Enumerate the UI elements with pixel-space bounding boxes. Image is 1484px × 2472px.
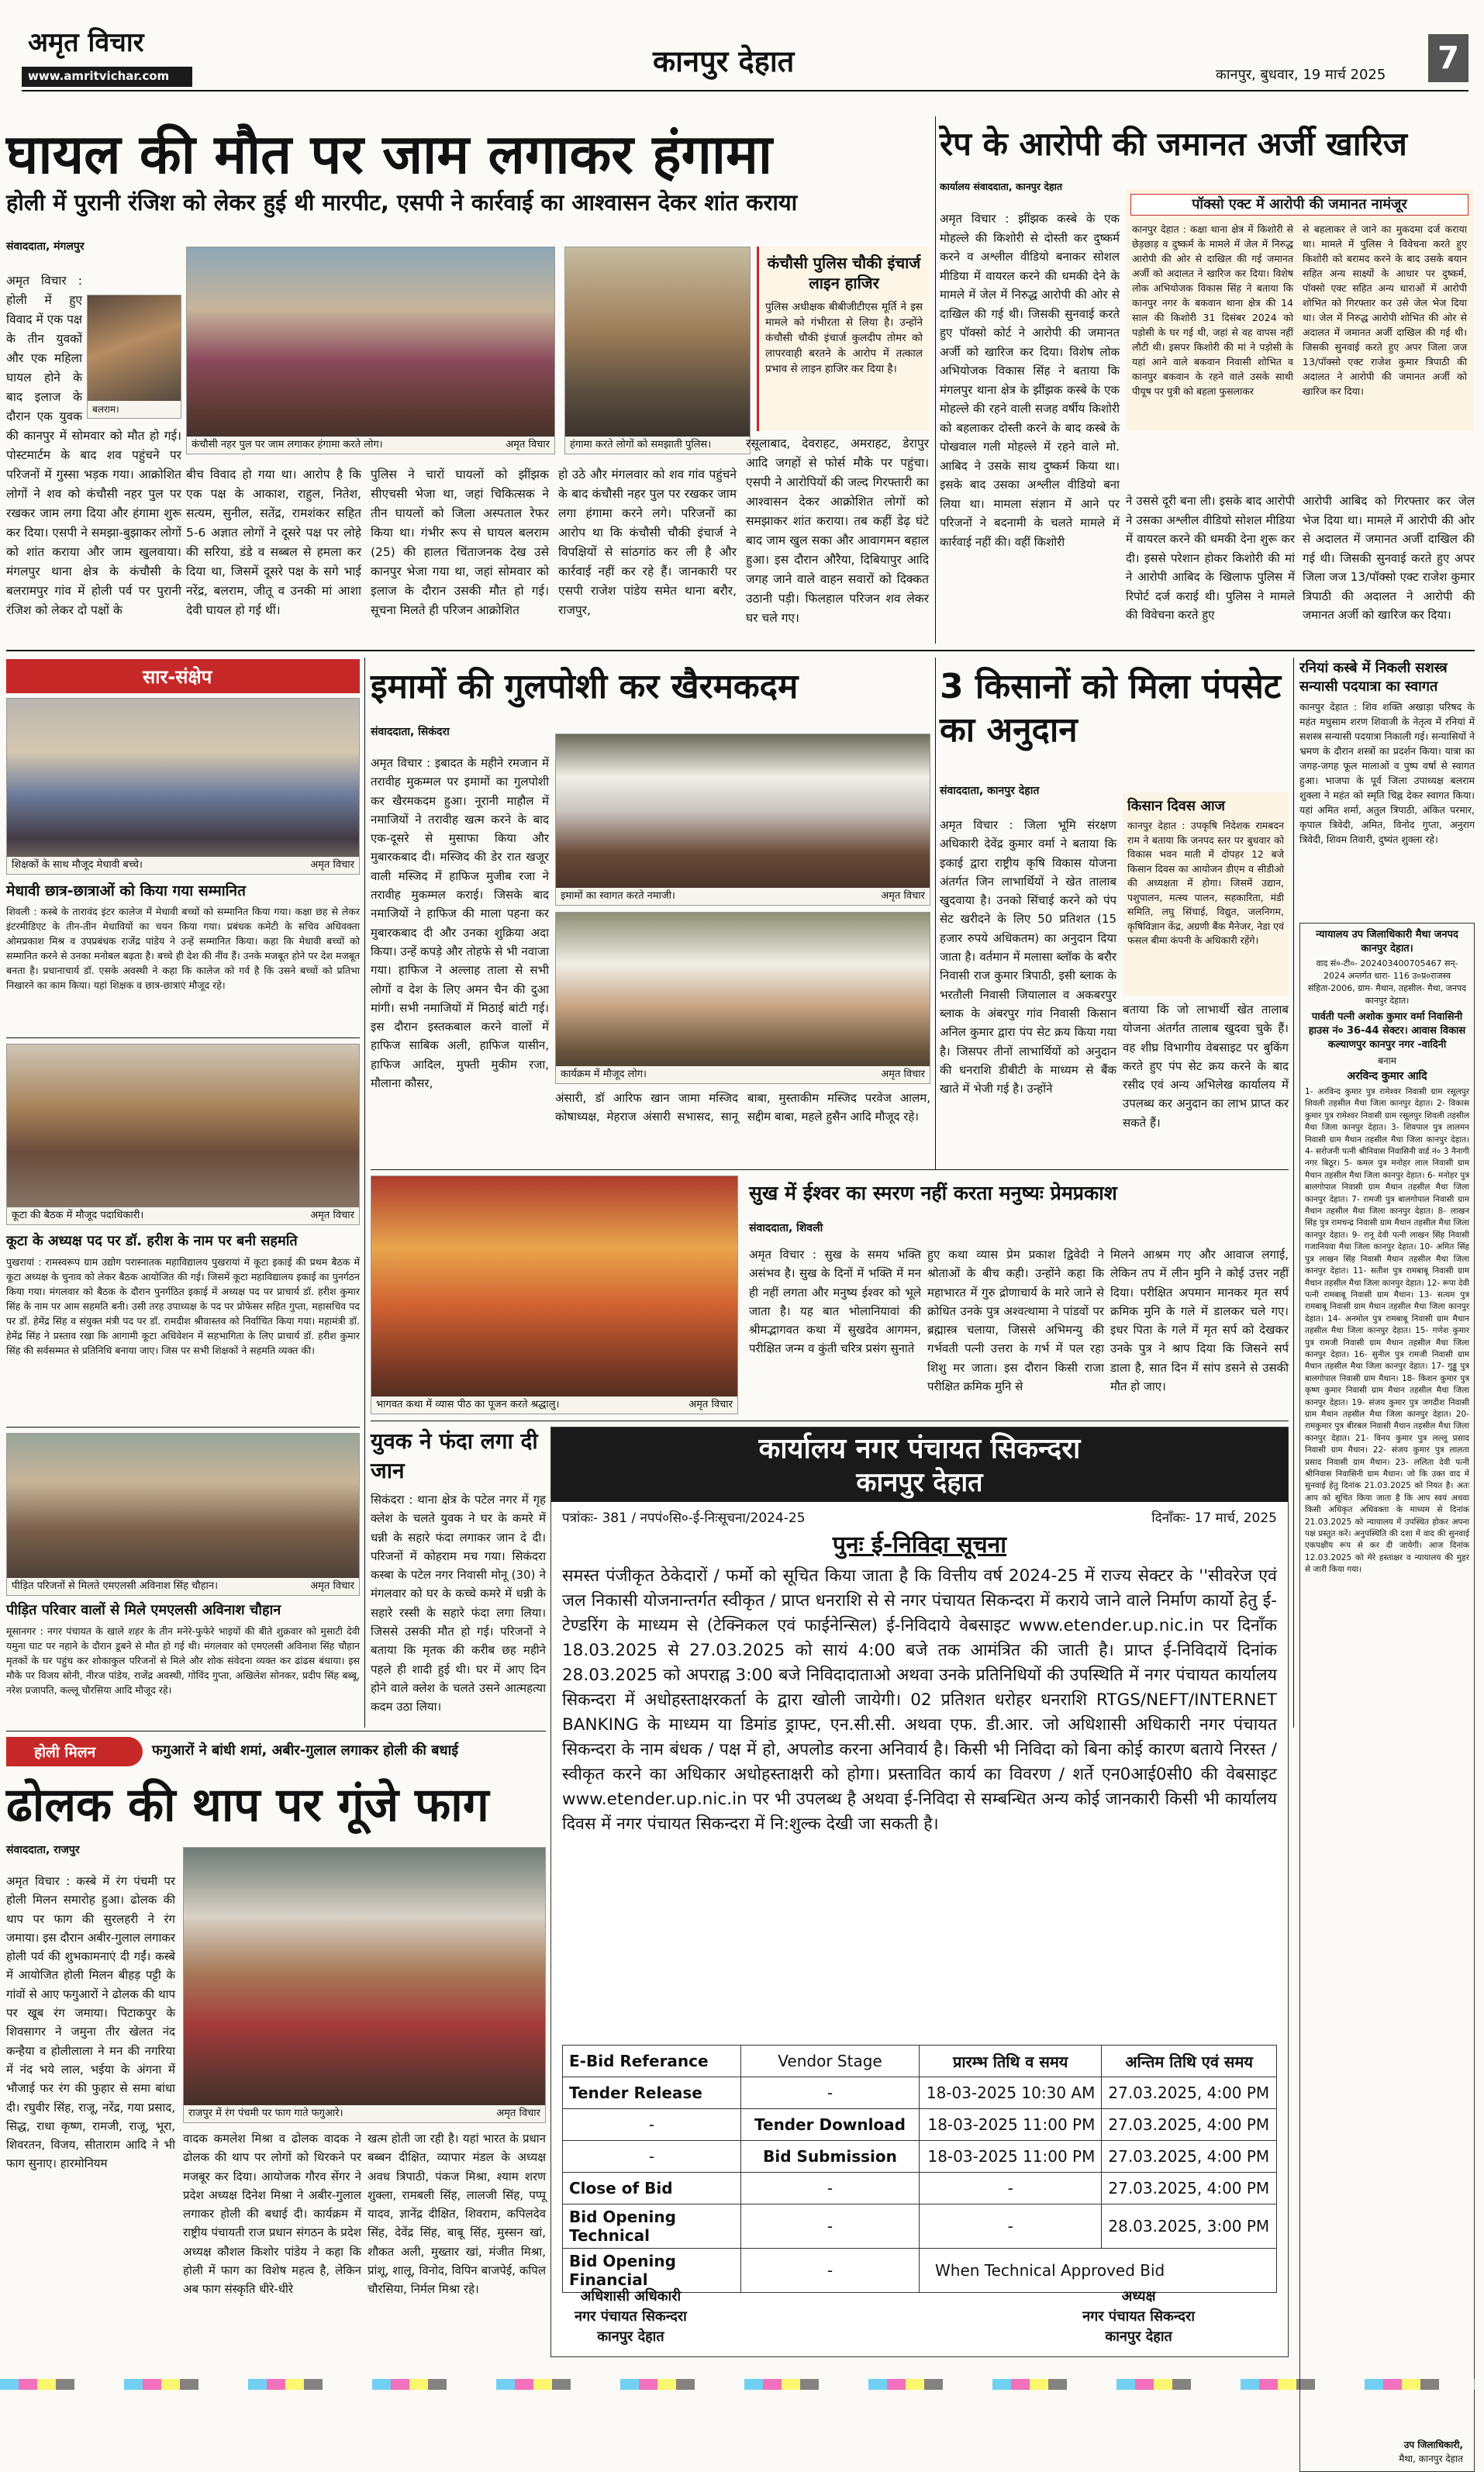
holi-photo-caption: राजपुर में रंग पंचमी पर फाग गाते फगुआरे। xyxy=(188,2108,343,2119)
saar-body-2: पुखरायां : रामस्वरूप ग्राम उद्योग परास्नातक महाविद्यालय पुखरायां में कूटा इकाई की प्रथम बैठक में कूटा अध्यक्ष के चुनाव को लेकर बैठक आयोजित की गई। जिसमें कूटा महाविद्यालय इकाई का पुनर्गठन किया गया। मंगलवार को बैठक के दौरान पुनर्गठित इकाई में अध्यक्ष पद पर प्राचार्य डॉ. हरीश कुमार सिंह के नाम पर आम सहमति बनी। उसी तरह उपाध्यक्ष के पद पर प्रोफेसर सहित गुप्ता, महासचिव पद पर डॉ. हेमेंद्र सिंह व संयुक्त मंत्री पद पर डॉ. रामदीश श्रीवास्तव को निर्वाचित किया गया। महामंत्री डॉ. हेमेंद्र सिंह ने प्रस्ताव रखा कि आगामी कूटा अधिवेशन में सहभागिता के लिए प्राचार्य डॉ. हरीश कुमार सिंह की सर्वसम्मत से प्रतिनिधि बनाया जाए। जिस पर सभी शिक्षकों ने सहमति व्यक्त की। xyxy=(6,1256,360,1356)
tender-table-wrap xyxy=(551,2040,1288,2293)
farmers-headline: 3 किसानों को मिला पंपसेट का अनुदान xyxy=(940,667,1282,750)
court-body: 1- अरविन्द कुमार पुत्र रामेश्वर निवासी ग्राम रसूलपुर शिवली तहसील मैथा जिला कानपुर देहात। 2- विकास कुमार पुत्र रामेश्वर निवासी ग्राम रसूलपुर शिवली तहसील मैथा जिला कानपुर देहात। 3- शिवपाल पुत्र लालमन निवासी ग्राम मैथान तहसील मैथा जिला कानपुर देहात। 4- सरोजनी पत्नी श्रीनिवास निवासिनी वार्ड नं० 3 नैनागी नगर बिठूर। 5- कमल पुत्र मनोहर लाल निवासी ग्राम मैथान तहसील मैथा जिला कानपुर देहात। 6- मनोहर पुत्र बालगोपाल निवासी ग्राम मैथान तहसील मैथा जिला कानपुर देहात। 7- रामजी पुत्र बालगोपाल निवासी ग्राम मैथान तहसील मैथा जिला कानपुर देहात। 8- लाखन सिंह पुत्र रामचन्द्र निवासी ग्राम मैथान तहसील मैथा जिला कानपुर देहात। 9- रानू देवी पत्नी लाखन सिंह निवासी गजानियवा मैथा जिला कानपुर देहात। 10- अमित सिंह पुत्र लाखन सिंह निवासी मैथान तहसील मैथा जिला कानपुर देहात। 11- सतीश पुत्र रामबाबू निवासी ग्राम मैथान तहसील मैथा जिला कानपुर देहात। 12- रूपा देवी पत्नी रामबाबू निवासी ग्राम मैथान। 13- सत्यम पुत्र रामबाबू निवासी ग्राम मैथान तहसील मैथा जिला कानपुर देहात। 14- अनमोल पुत्र रामबाबू निवासी ग्राम मैथान तहसील मैथा जिला कानपुर देहात। 15- गणेश कुमार पुत्र रामजी निवासी ग्राम मैथान तहसील मैथा जिला कानपुर देहात। 16- सुनील पुत्र रामजी निवासी ग्राम मैथान तहसील मैथा जिला कानपुर देहात। 17- गुड्डू पुत्र बालगोपाल निवासी ग्राम मैथान। 18- किशन कुमार पुत्र कृष्ण कुमार निवासी ग्राम मैथान तहसील मैथा जिला कानपुर देहात। 19- संजय कुमार पुत्र जगदीश निवासी ग्राम मैथान तहसील मैथा जिला कानपुर देहात। 20- रामकुमार पुत्र बीरबल निवासी मैथान तहसील मैथा जिला कानपुर देहात। 21- विनय कुमार पुत्र लल्लू प्रसाद निवासी ग्राम मैथान। 22- संजय कुमार पुत्र लालता प्रसाद निवासी ग्राम मैथान। 23- ललिता देवी पत्नी श्रीनिवास निवासिनी ग्राम मैथान। जो कि उक्त वाद में सुनवाई हेतु दिनांक 21.03.2025 को नियत है। अतः आप को सूचित किया जाता है कि आप स्वयं अथवा किसी अधिकृत अधिवक्ता के माध्यम से दिनांक 21.03.2025 को न्यायालय में उपस्थित होकर अपना पक्ष प्रस्तुत करें। अनुपस्थिति की दशा में वाद की सुनवाई एकपक्षीय रूप से कर दी जायेगी। आज दिनांक 12.03.2025 को मेरे हस्ताक्षर व न्यायालय की मुहर से जारी किया गया। xyxy=(1305,1087,1469,1575)
court-heading: न्यायालय उप जिलाधिकारी मैथा जनपद कानपुर देहात। xyxy=(1316,929,1458,955)
farmers-byline: संवाददाता, कानपुर देहात xyxy=(940,785,1040,797)
lead-photo-protest xyxy=(186,247,555,454)
bhagwat-col1: अमृत विचार : सुख के समय भक्ति असंभव है। सुख के दिनों में भक्ति में मन ही नहीं लगता और मनुष्य ईश्वर को भूले जाता है। यह बात भोलानियावां की श्रीमद्भागवत कथा में सुखदेव आगमन, परीक्षित जन्म व कुंती चरित्र प्रसंग सुनाते xyxy=(749,1248,921,1356)
table-cell: 27.03.2025, 4:00 PM xyxy=(1102,2077,1277,2109)
rape-col1: अमृत विचार : झींझक कस्बे के एक मोहल्ले की किशोरी से दोस्ती कर दुष्कर्म करने व अश्लील वीडियो बनाकर सोशल मीडिया में वायरल करने की धमकी देने के मामले में जेल में निरुद्ध आरोपी की ओर से दाखिल की गई थी। जिसकी सुनवाई करते हुए पॉक्सो कोर्ट ने आरोपी की जमानत अर्जी को खारिज कर दिया। विशेष लोक अभियोजक विकास सिंह ने बताया कि मंगलपुर थाना क्षेत्र के झींझक कस्बे के एक मोहल्ले की रहने वाली सजह वर्षीय किशोरी को बहलाकर दोस्ती करने के बाद कस्बे के पोखवाल गली मोहल्ले में रहने वाले मो. आबिद ने उसके साथ दुष्कर्म किया था। इसके बाद उसका अश्लील वीडियो बना लिया था। मामला संज्ञान में आने पर परिजनों ने बदनामी के चलते मामले में कार्रवाई नहीं की। वहीं किशोरी xyxy=(940,212,1120,549)
tender-sign-left-3: कानपुर देहात xyxy=(597,2329,664,2345)
saar-photo-mlc xyxy=(6,1433,360,1596)
saar-body-1: शिवली : कस्बे के तारावंद इंटर कालेज में मेधावी बच्चों को सम्मानित किया गया। कक्षा छह से लेकर इंटरमीडिएट के तीन-तीन मेधावियों का चयन किया गया। प्रबंधक कमेटी के सचिव अधिवक्ता ओमप्रकाश मिश्र व उपप्रबंधक राजेंद्र पांडेय ने उन्हें सम्मानित किया। कहा कि मेधावी बच्चों को सम्मानित करने से उनका मनोबल बढ़ता है। बच्चे ही देश की नींव हैं। उनके मजबूत होने पर देश मजबूत बनता है। प्रधानाचार्य डॉ. एसके अवस्थी ने कहा कि कालेज को गर्व है कि उसने बच्चों को प्रतिभा निखारने का काम किया। यहां शिक्षक व छात्र-छात्राएं मौजूद रहे। xyxy=(6,906,360,991)
table-cell: Bid Submission xyxy=(741,2141,920,2173)
lead-col2: बीच विवाद हो गया था। आरोप है कि एक पक्ष के आकाश, राहुल, नितेश, सत्यम, सुनील, सतेंद्र, रामशंकर सहित 5-6 अज्ञात लोगों ने दूसरे पक्ष पर लोहे की सरिया, डंडे व सब्बल से हमला कर दिया था, जिसमें दूसरे पक्ष के सगे भाई नरेंद्र, बलराम, जीतू व उनकी मां आशा देवी घायल हो गई थीं। xyxy=(186,468,361,617)
tender-sign-right xyxy=(1082,2287,1195,2347)
lead-photo2-caption: हंगामा करते लोगों को समझाती पुलिस। xyxy=(570,439,712,451)
brand-logo: अमृत विचार xyxy=(28,27,144,58)
tender-ref: पत्रांकः- 381 / नपपं०सि०-ई-निःसूचना/2024-25 xyxy=(562,1510,806,1526)
holi-label: होली मिलन xyxy=(34,1744,96,1761)
table-row xyxy=(563,2249,1277,2293)
table-cell: - xyxy=(741,2249,920,2293)
table-header: E-Bid Referance xyxy=(563,2046,741,2077)
court-versus: बनाम xyxy=(1378,1055,1396,1066)
holi-col1: अमृत विचार : कस्बे में रंग पंचमी पर होली मिलन समारोह हुआ। ढोलक की थाप पर फाग की सुरलहरी ने रंग जमाया। इस दौरान अबीर-गुलाल लगाकर होली पर्व की शुभकामनाएं दी गईं। कस्बे में आयोजित होली मिलन बीहड़ पट्टी के गांवों से आए फगुआरों ने ढोलक की थाप पर खूब रंग जमाया। पिटाकपुर के शिवसागर ने जमुना तीर खेलत नंद कन्हैया व होलीलाला ने मन की नगरिया में नंद भये लाल, भईया के अंगना में भौजाई फर रंग की फुहार से समा बांधा दी। रघुवीर सिंह, राजू, नरेंद्र, गया प्रसाद, सिद्ध, राधा कृष्ण, रामजी, राजू, भूरा, शिवरतन, विजय, सीताराम आदि ने भी फाग सुनाए। हारमोनियम xyxy=(6,1874,175,2171)
registration-strip xyxy=(0,2379,1484,2390)
tender-date: दिनाँकः- 17 मार्च, 2025 xyxy=(1151,1510,1277,1526)
imams-photo1-caption: इमामों का स्वागत करते नमाजी। xyxy=(561,890,675,902)
saar-photo2-caption: कूटा की बैठक में मौजूद पदाधिकारी। xyxy=(12,1210,144,1221)
table-cell: 18-03-2025 10:30 AM xyxy=(920,2077,1102,2109)
table-cell: Tender Download xyxy=(741,2109,920,2141)
saar-photo3-caption: पीड़ित परिजनों से मिलते एमएलसी अविनाश सिंह चौहान। xyxy=(12,1580,219,1592)
saar-headline-2: कूटा के अध्यक्ष पद पर डॉ. हरीश के नाम पर बनी सहमति xyxy=(6,1233,298,1249)
lead-headline: घायल की मौत पर जाम लगाकर हंगामा xyxy=(6,122,772,186)
tender-schedule-table xyxy=(562,2045,1277,2293)
tender-office-2: कानपुर देहात xyxy=(856,1467,983,1498)
table-row xyxy=(563,2109,1277,2141)
bhagwat-col2: हुए कथा व्यास प्रेम प्रकाश द्विवेदी ने श्रोताओं के बीच कही। उन्होंने कहा कि महाभारत में गुरु द्रोणाचार्य के मारे जाने से क्रोधित उनके पुत्र अश्वत्थामा ने पांडवों पर ब्रह्मास्त्र चलाया, जिससे अभिमन्यु की गर्भवती पत्नी उत्तरा के गर्भ में पल रहा शिशु मर जाता। इस दौरान किसी राजा परीक्षित क्रमिक मुनि से xyxy=(927,1248,1104,1394)
lead-col1-text: अमृत विचार : होली में हुए विवाद में एक पक्ष के तीन युवकों और एक महिला घायल होने के बाद इलाज के दौरान एक युवक की कानपुर में सोमवार को मौत हो गई। पोस्टमार्टम के बाद शव पहुंचने पर परिजनों में गुस्सा भड़क गया। आक्रोशित लोगों ने शव को कंचौसी नहर पुल पर रखकर जाम लगा दिया और हंगामा शुरू कर दिया। एसपी ने समझा-बुझाकर लोगों को शांत कराया और जाम खुलवाया। मंगलपुर थाना क्षेत्र के कंचौसी के बलरामपुर गांव में होली पर्व पर पुरानी रंजिश को लेकर दो पक्षों के xyxy=(6,274,181,617)
rape-headline: रेप के आरोपी की जमानत अर्जी खारिज xyxy=(940,125,1407,163)
table-cell: - xyxy=(563,2109,741,2141)
saar-photo1-credit: अमृत विचार xyxy=(310,859,354,871)
table-cell: - xyxy=(741,2077,920,2109)
kanchausi-box xyxy=(757,247,929,431)
lead-inset-photo xyxy=(87,295,181,419)
holi-col3: खत्म होती जा रही है। यहां भारत के प्रधान बब्बन दीक्षित, व्यापार मंडल के अध्यक्ष अवध त्रिपाठी, पंकज मिश्रा, श्याम शरण शुक्ला, रामबली सिंह, लालजी सिंह, पप्पू यादव, ज्ञानेंद्र दीक्षित, शिवराम, कपिलदेव सिंह, देवेंद्र सिंह, बाबू सिंह, मुस्सन खां, शौकत अली, मुख्तार खां, मंजीत मिश्रा, प्रांशू, शालू, विनोद, विपिन बाजपेई, कपिल चौरसिया, निर्मल मिश्रा रहे। xyxy=(368,2132,546,2297)
tender-sign-left-2: नगर पंचायत सिकन्दरा xyxy=(575,2308,687,2325)
tender-sign-left xyxy=(575,2287,687,2347)
pocso-box xyxy=(1126,189,1473,431)
table-cell: - xyxy=(920,2173,1102,2204)
saar-headline-1: मेधावी छात्र-छात्राओं को किया गया सम्मानित xyxy=(6,882,246,899)
pocso-box-col2: से बहलाकर ले जाने का मुकदमा दर्ज कराया था। मामले में पुलिस ने विवेचना करते हुए किशोरी को बरामद करने के बाद उसके बयान सहित अन्य साक्ष्यों के आधार पर दुष्कर्म, पॉक्सो एक्ट सहित अन्य धाराओं में आरोपी शोभित को गिरफ्तार कर उसे जेल भेज दिया था। जेल में निरुद्ध आरोपी शोभित की ओर से अदालत में जमानत अर्जी दाखिल की गई थी। जिसकी सुनवाई करते हुए अपर जिला जज 13/पॉक्सो एक्ट राजेश कुमार त्रिपाठी की अदालत ने आरोपी की जमानत अर्जी को खारिज कर दिया। xyxy=(1303,223,1467,397)
raniyan-headline: रनियां कस्बे में निकली सशस्त्र सन्यासी पदयात्रा का स्वागत xyxy=(1299,660,1448,695)
table-cell: Bid Opening Financial xyxy=(563,2249,741,2293)
table-cell: - xyxy=(741,2204,920,2249)
table-cell: - xyxy=(920,2204,1102,2249)
bhagwat-col3: मिलने आश्रम गए और आवाज लगाई, लेकिन तप में लीन मुनि ने कोई उत्तर नहीं दिया। परीक्षित अपमान मानकर मृत सर्प क्रमिक मुनि के गले में डालकर चले गए। इधर पिता के गले में मृत सर्प को देखकर उनके पुत्र ने श्राप दिया कि जिसने सर्प डाला है, सात दिन में सांप डसने से उसकी मौत हो जाए। xyxy=(1110,1248,1289,1394)
table-header: Vendor Stage xyxy=(741,2046,920,2077)
table-header: प्रारम्भ तिथि व समय xyxy=(920,2046,1102,2077)
bhagwat-headline: सुख में ईश्वर का स्मरण नहीं करता मनुष्यः प्रेमप्रकाश xyxy=(749,1182,1117,1204)
column-rule xyxy=(935,116,936,644)
imams-col2: अंसारी, डॉ आरिफ खान जामा मस्जिद कोषाध्यक्ष, मेहराज अंसारी सभासद, सानू बाबा, मुस्ताकीम मस्जिद परवेज आलम, सद्दीम बाबा, महले हुसैन आदि मौजूद रहे। xyxy=(555,1091,930,1124)
court-sign-2: मैथा, कानपुर देहात xyxy=(1399,2453,1463,2464)
farmers-col1: अमृत विचार : जिला भूमि संरक्षण अधिकारी देवेंद्र कुमार वर्मा ने बताया कि इकाई द्वारा राष्ट्रीय कृषि विकास योजना अंतर्गत जिन लाभार्थियों ने खेत तालाब खुदवाया है। उनको सिंचाई करने को पंप सेट खरीदने के लिए 50 प्रतिशत (15 हजार रुपये अधिकतम) का अनुदान दिया जाता है। वर्तमान में मलासा ब्लॉक के बरौर निवासी राज कुमार त्रिपाठी, इसी ब्लाक के भरतौली निवासी जियालाल व अकबरपुर ब्लाक के अंबरपुर गांव निवासी किसान अनिल कुमार द्वारा पंप सेट क्रय किया गया है। जिसपर तीनों लाभार्थियों को अनुदान की धनराशि डीबीटी के माध्यम से बैंक खाते में भेजी गई है। उन्होंने xyxy=(940,818,1116,1096)
rape-byline: कार्यालय संवाददाता, कानपुर देहात xyxy=(940,181,1062,192)
table-row xyxy=(563,2204,1277,2249)
table-cell: Close of Bid xyxy=(563,2173,741,2204)
tender-office-1: कार्यालय नगर पंचायत सिकन्दरा xyxy=(758,1433,1081,1465)
lead-col3: पुलिस ने चारों घायलों को झींझक सीएचसी भेजा था, जहां चिकित्सक ने तीन घायलों को जिला अस्पताल रेफर किया था। गंभीर रूप से घायल बलराम (25) की हालत चिंताजनक देख उसे कानपुर भेजा गया था, जहां सोमवार को इलाज के दौरान उसकी मौत हो गई। सूचना मिलते ही परिजन आक्रोशित xyxy=(371,468,549,617)
table-cell: 28.03.2025, 3:00 PM xyxy=(1102,2204,1277,2249)
tender-notice xyxy=(550,1427,1289,2357)
saar-photo1-caption: शिक्षकों के साथ मौजूद मेधावी बच्चे। xyxy=(12,859,143,871)
tender-body: समस्त पंजीकृत ठेकेदारों / फर्मो को सूचित किया जाता है कि वित्तीय वर्ष 2024-25 में राज्य सेक्टर के ''सीवरेज एवं जल निकासी योजनान्तर्गत स्वीकृत / प्राप्त धनराशि से से नगर पंचायत सिकन्दरा में कराये जाने वाले निर्माण कार्यो हेतु ई-टेण्डरिंग के माध्यम से (टेक्निकल एवं फाईनेन्सिल) ई-निविदाये वेबसाइट www.etender.up.nic.in पर दिनाँक 18.03.2025 से 27.03.2025 को सायं 4:00 बजे तक आमंत्रित की जाती है। प्राप्त ई-निविदायें दिनांक 28.03.2025 को अपराह्न 3:00 बजे निविदादाताओ अथवा उनके प्रतिनिधियों की उपस्थिति में नगर पंचायत कार्यालय सिकन्दरा में अधोहस्ताक्षरकर्ता के द्वारा खोली जायेगी। 02 प्रतिशत धरोहर धनराशि RTGS/NEFT/INTERNET BANKING के माध्यम या डिमांड ड्राफ्ट, एन.सी.सी. अथवा एफ. डी.आर. जो अधिशासी अधिकारी नगर पंचायत सिकन्दरा के नाम बंधक / पक्ष में हो, अपलोड करना अनिवार्य है। किसी भी निविदा को बिना कोई कारण बताये निरस्त / स्वीकृत करने का अधिकार अधोहस्ताक्षरी को होगा। प्रस्तावित कार्य का विवरण / शर्ते एन0आई0सी0 की वेबसाइट www.etender.up.nic.in पर भी उपलब्ध है अथवा ई-निविदा से सम्बन्धित अन्य कोई जानकारी किसी भी कार्यालय दिवस में नगर पंचायत सिकन्दरा में नि:शुल्क देखी जा सकती है। xyxy=(562,1566,1277,1834)
lead-inset-caption: बलराम। xyxy=(88,401,181,418)
bhagwat-byline: संवाददाता, शिवली xyxy=(749,1222,823,1234)
raniyan-body: कानपुर देहात : शिव शक्ति अखाड़ा परिषद के महंत मधुसाम शरण शिवाजी के नेतृत्व में रनियां में सशस्त्र सन्यासी पदयात्रा निकाली गई। सन्यासियों ने भ्रमण के दौरान शस्त्रों का प्रदर्शन किया। यात्रा का जगह-जगह फूल मालाओं व पुष्प वर्षा से स्वागत हुआ। भाजपा के पूर्व जिला उपाध्यक्ष बलराम शुक्ला ने महंत को स्मृति चिह्न देकर स्वागत किया। यहां अमित शर्मा, अतुल त्रिपाठी, अंकित परमार, कृपाल त्रिवेदी, अमित, विनोद गुप्ता, अनुराग त्रिवेदी, शिवम तिवारी, दुष्यंत शुक्ला रहे। xyxy=(1299,701,1475,845)
saar-right-rule xyxy=(364,658,365,1728)
table-cell: 18-03-2025 11:00 PM xyxy=(920,2109,1102,2141)
tender-title: पुनः ई-निविदा सूचना xyxy=(832,1531,1007,1559)
kisan-divas-title: किसान दिवस आज xyxy=(1127,798,1225,814)
holi-photo xyxy=(183,1847,546,2123)
holi-headline: ढोलक की थाप पर गूंजे फाग xyxy=(6,1778,489,1832)
table-cell: When Technical Approved Bid xyxy=(920,2249,1277,2293)
holi-label-bar xyxy=(6,1737,143,1766)
masthead xyxy=(0,0,1484,91)
table-cell: Tender Release xyxy=(563,2077,741,2109)
court-sign-1: उप जिलाधिकारी, xyxy=(1403,2439,1463,2450)
kanchausi-box-body: पुलिस अधीक्षक बीबीजीटीएस मूर्ति ने इस मामले को गंभीरता से लिया है। उन्होंने कंचौसी चौकी इंचार्ज कुलदीप तोमर को लापरवाही बरतने के आरोप में तत्काल प्रभाव से लाइन हाजिर कर दिया है। xyxy=(765,301,923,375)
lead-photo1-credit: अमृत विचार xyxy=(506,439,550,451)
table-header-row xyxy=(563,2046,1277,2077)
table-cell: Bid Opening Technical xyxy=(563,2204,741,2249)
kisan-divas-box xyxy=(1123,792,1289,996)
saar-photo-students xyxy=(6,698,360,875)
website-link[interactable]: www.amritvichar.com xyxy=(28,69,170,83)
saar-title: सार-संक्षेप xyxy=(143,666,212,688)
tender-sign-right-2: नगर पंचायत सिकन्दरा xyxy=(1082,2308,1195,2325)
saar-photo2-credit: अमृत विचार xyxy=(310,1210,354,1221)
lead-photo1-caption: कंचौसी नहर पुल पर जाम लगाकर हंगामा करते लोग। xyxy=(192,439,383,451)
suicide-body: सिकंदरा : थाना क्षेत्र के पटेल नगर में गृह क्लेश के चलते युवक ने घर के कमरे में धन्नी के सहारे फंदा लगाकर जान दे दी। परिजनों में कोहराम मच गया। सिकंदरा कस्बा के पटेल नगर निवासी मोनू (30) ने मंगलवार को घर के कच्चे कमरे में धन्नी के सहारे रस्सी के सहारे फंदा लगा लिया। जिससे उसकी मौत हो गई। परिजनों ने बताया कि मृतक की करीब छह महीने पहले ही शादी हुई थी। घर में आए दिन होने वाले क्लेश के चलते उसने आत्महत्या कदम उठा लिया। xyxy=(371,1493,546,1714)
table-row xyxy=(563,2173,1277,2204)
saar-body-3: मूसानगर : नगर पंचायत के खाले शहर के तीन मनेरे-फुफेरे भाइयों की बीते शुक्रवार को मुसाटी देवी यमुना घाट पर नहाने के दौरान डूबने से मौत हो गई थी। मंगलवार को एमएलसी अविनाश सिंह चौहान मृतकों के घर पहुंच कर शोकाकुल परिजनों से मिले और शोक संवेदना व्यक्त कर ढांढस बंधाया। इस मौके पर विजय सोनी, नीरज पांडेय, राजेंद्र अवस्थी, गोविंद गुप्ता, अखिलेश सोनकर, प्रदीप सिंह बब्बू, नरेश प्रजापति, कल्लू चौरसिया आदि मौजूद रहे। xyxy=(6,1625,360,1696)
court-party1: पार्वती पत्नी अशोक कुमार वर्मा निवासिनी हाउस नं० 36-44 सेक्टर। आवास विकास कल्याणपुर कानपुर नगर -वादिनी xyxy=(1308,1011,1466,1051)
farmers-col2: बताया कि जो लाभार्थी खेत तालाब योजना अंतर्गत तालाब खुदवा चुके हैं। वह शीघ्र विभागीय वेबसाइट पर बुकिंग करते हुए पंप सेट क्रय करने के बाद रसीद एवं अन्य अभिलेख कार्यालय में उपलब्ध कर अनुदान का लाभ प्राप्त कर सकते हैं। xyxy=(1123,1003,1289,1130)
imams-byline: संवाददाता, सिकंदरा xyxy=(371,726,450,738)
lead-photo-police xyxy=(564,247,751,454)
kanchausi-box-title: कंचौसी पुलिस चौकी इंचार्ज लाइन हाजिर xyxy=(767,254,921,292)
court-notice xyxy=(1299,923,1475,2472)
lead-col1-top xyxy=(6,271,181,644)
table-row xyxy=(563,2077,1277,2109)
suicide-headline: युवक ने फंदा लगा दी जान xyxy=(371,1428,538,1483)
holi-col2: वादक कमलेश मिश्रा व ढोलक वादक ने ढोलक की थाप पर लोगों को थिरकने पर मजबूर कर दिया। आयोजक गौरव सेंगर ने प्रदेश अध्यक्ष दिनेश मिश्रा ने अबीर-गुलाल लगाकर होली की बधाई दी। कार्यक्रम में राष्ट्रीय पंचायती राज प्रधान संगठन के प्रदेश अध्यक्ष कौशल किशोर पांडेय ने कहा कि होली में फाग का विशेष महत्व है, लेकिन अब फाग संस्कृति धीरे-धीरे xyxy=(183,2132,361,2297)
imams-photo2-caption: कार्यक्रम में मौजूद लोग। xyxy=(561,1069,647,1080)
saar-headline-3: पीड़ित परिवार वालों से मिले एमएलसी अविनाश चौहान xyxy=(6,1602,281,1618)
kisan-divas-body: कानपुर देहात : उपकृषि निदेशक रामबदन राम ने बताया कि जनपद स्तर पर बुधवार को विकास भवन माती में दोपहर 12 बजे किसान दिवस का आयोजन डीएम व सीडीओ की अध्यक्षता में होगा। जिसमें उद्यान, पशुपालन, मत्स्य पालन, सहकारिता, मंडी समिति, लघु सिंचाई, विद्युत, जलनिगम, कृषिविज्ञान केंद्र, अग्रणी बैंक मैनेजर, नेडा एवं फसल बीमा कंपनी के अधिकारी रहेंगे। xyxy=(1127,820,1284,946)
court-party2: अरविन्द कुमार आदि xyxy=(1347,1070,1427,1082)
issue-date: कानपुर, बुधवार, 19 मार्च 2025 xyxy=(1216,67,1386,83)
bhagwat-photo xyxy=(371,1176,738,1414)
rape-col3: आरोपी आबिद को गिरफ्तार कर जेल भेज दिया था। मामले में आरोपी की ओर से अदालत में जमानत अर्जी दाखिल की गई थी। जिसकी सुनवाई करते हुए अपर जिला जज 13/पॉक्सो एक्ट राजेश कुमार त्रिपाठी की अदालत ने आरोपी की जमानत अर्जी को खारिज कर दिया। xyxy=(1303,494,1475,622)
section-name: कानपुर देहात xyxy=(653,44,795,78)
holi-byline: संवाददाता, राजपुर xyxy=(6,1844,80,1856)
imams-photo2-credit: अमृत विचार xyxy=(881,1069,925,1080)
table-cell: 27.03.2025, 4:00 PM xyxy=(1102,2141,1277,2173)
tender-sign-right-3: कानपुर देहात xyxy=(1105,2329,1172,2345)
page-number: 7 xyxy=(1428,34,1468,82)
masthead-rule xyxy=(22,90,1468,91)
holi-strap: फगुआरों ने बांधी शमां, अबीर-गुलाल लगाकर होली की बधाई xyxy=(152,1742,459,1759)
court-case: वाद सं०-टी०- 202403400705467 सन्- 2024 अन्तर्गत धारा- 116 उ०प्र०राजस्व संहिता-2006, ग्राम- मैथान, तहसील- मैथा, जनपद कानपुर देहात। xyxy=(1308,958,1466,1006)
table-row xyxy=(563,2141,1277,2173)
horizontal-rule-1 xyxy=(6,650,1475,651)
pocso-box-col1: कानपुर देहात : कक्षा थाना क्षेत्र में किशोरी से छेड़छाड़ व दुष्कर्म के मामले में जेल में निरुद्ध आरोपी की ओर से दाखिल की गई जमानत अर्जी को अदालत ने खारिज कर दिया। विशेष लोक अभियोजक विकास सिंह ने बताया कि कानपुर नगर के बकवान थाना क्षेत्र की 14 साल की किशोरी 31 दिसंबर 2024 को पड़ोसी के घर गई थी, जहां से वह वापस नहीं लौटी थी। इसपर किशोरी की मां ने पड़ोसी के यहां आने वाले बकवान निवासी शोभित व कानपुर बकवान के रहने वाले उसके साथी पीयूष पर पुत्री को बहला फुसलाकर xyxy=(1132,223,1293,397)
bhagwat-photo-caption: भागवत कथा में व्यास पीठ का पूजन करते श्रद्धालु। xyxy=(376,1399,560,1410)
imams-col1: अमृत विचार : इबादत के महीने रमजान में तरावीह मुकम्मल पर इमामों का गुलपोशी कर खैरमकदम हुआ। नूरानी माहौल में नमाजियों ने तरावीह खत्म करने के बाद एक-दूसरे से मुसाफा किया और मुबारकबाद दी। मस्जिद की डेर रात खजूर वाली मस्जिद में हाफिज मुजीब रजा ने तरावीह मुकम्मल कराई। जिसके बाद नमाजियों ने हाफिज की माला पहना कर मुबारकबाद दी और उनका शुक्रिया अदा किया। उन्हें कपड़े और तोहफे से भी नवाजा गया। हाफिज ने अल्लाह ताला से सभी लोगों व देश के लिए अमन चैन की दुआ मांगी। सभी नमाजियों में मिठाई बांटी गई। इस दौरान इस्तकबाल करने वालों में हाफिज साबिक अली, हाफिज यासीन, हाफिज आदिल, मुफ्ती मुकीम रजा, मौलाना कौसर, xyxy=(371,756,549,1091)
saar-photo3-credit: अमृत विचार xyxy=(310,1580,354,1592)
table-cell: - xyxy=(741,2173,920,2204)
imams-photo-gathering xyxy=(555,912,930,1084)
tender-sign-right-1: अध्यक्ष xyxy=(1121,2288,1156,2305)
saar-photo-kuta xyxy=(6,1044,360,1225)
holi-photo-credit: अमृत विचार xyxy=(496,2108,540,2119)
imams-headline: इमामों की गुलपोशी कर खैरमकदम xyxy=(371,667,799,706)
table-cell: - xyxy=(563,2141,741,2173)
lead-col4: हो उठे और मंगलवार को शव गांव पहुंचने के बाद कंचौसी नहर पुल पर रखकर जाम लगा हंगामा करने लगे। परिजनों का आरोप था कि कंचौसी चौकी इंचार्ज ने विपक्षियों से सांठगांठ कर ली है और कार्रवाई नहीं कर रहे हैं। जानकारी पर एसपी राजेश पांडेय समेत थाना बरौर, राजपुर, xyxy=(558,468,737,617)
tender-sign-left-1: अधिशासी अधिकारी xyxy=(580,2288,682,2305)
table-cell: 27.03.2025, 4:00 PM xyxy=(1102,2173,1277,2204)
lead-byline: संवाददाता, मंगलपुर xyxy=(6,240,85,253)
lead-subhead: होली में पुरानी रंजिश को लेकर हुई थी मारपीट, एसपी ने कार्रवाई का आश्वासन देकर शांत कराया xyxy=(6,189,798,216)
imams-photo1-credit: अमृत विचार xyxy=(881,890,925,902)
imams-photo-welcome xyxy=(555,734,930,906)
tender-office-bar xyxy=(551,1428,1288,1502)
lead-col5: रसूलाबाद, देवराहट, अमराहट, डेरापुर आदि जगहों से फोर्स मौके पर पहुंचा। एसपी ने आरोपियों की जल्द गिरफ्तारी का आश्वासन देकर आक्रोशित लोगों को समझाकर शांत कराया। तब कहीं डेढ़ घंटे बाद जाम खुल सका और आवागमन बहाल हुआ। इस दौरान औरैया, दिबियापुर आदि जगह जाने वाले वाहन सवारों को दिक्कत उठानी पड़ी। फिलहाल परिजन शव लेकर घर चले गए। xyxy=(746,437,929,625)
table-header: अन्तिम तिथि एवं समय xyxy=(1102,2046,1277,2077)
table-cell: 18-03-2025 11:00 PM xyxy=(920,2141,1102,2173)
rape-col2: ने उससे दूरी बना ली। इसके बाद आरोपी ने उसका अश्लील वीडियो सोशल मीडिया में वायरल करने की धमकी देना शुरू कर दी। इससे परेशान होकर किशोरी की मां ने आरोपी आबिद के खिलाफ पुलिस में रिपोर्ट दर्ज कराई थी। पुलिस ने मामले की विवेचना करते हुए xyxy=(1126,494,1295,622)
bhagwat-photo-credit: अमृत विचार xyxy=(689,1399,733,1410)
table-cell: 27.03.2025, 4:00 PM xyxy=(1102,2109,1277,2141)
saar-header xyxy=(6,659,360,693)
pocso-box-title: पॉक्सो एक्ट में आरोपी की जमानत नामंजूर xyxy=(1130,194,1468,216)
